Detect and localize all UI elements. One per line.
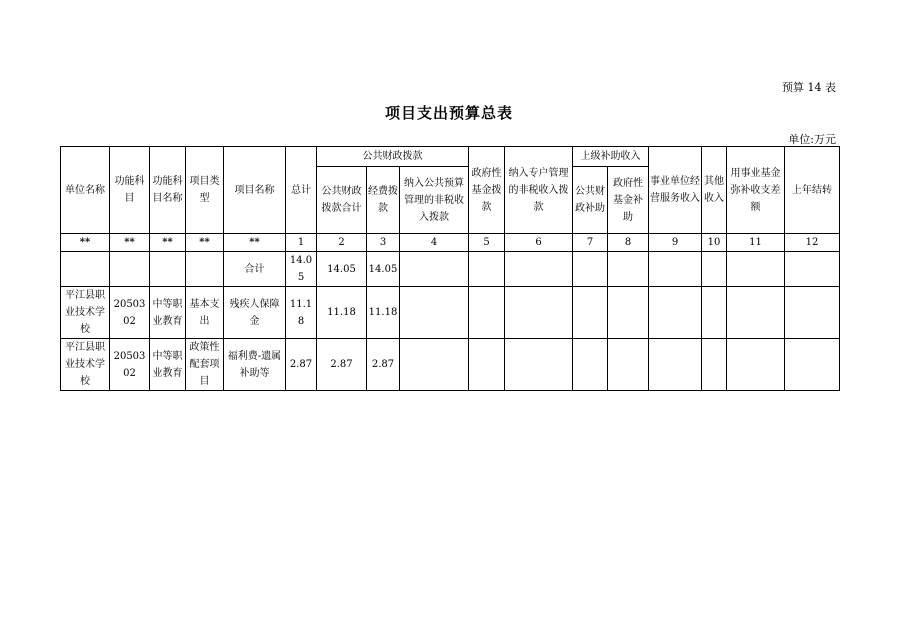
function-code-cell: 2050302	[110, 339, 150, 391]
index-cell: 8	[608, 234, 649, 252]
header-superior-subsidy: 上级补助收入	[573, 147, 649, 167]
index-cell: 7	[573, 234, 608, 252]
unit-name-cell: 平江县职业技术学校	[61, 339, 110, 391]
header-fee-allocation: 经费拨款	[367, 167, 400, 234]
budget-table	[60, 146, 840, 391]
empty-cell	[505, 252, 573, 287]
index-cell: 4	[400, 234, 469, 252]
empty-cell	[61, 252, 110, 287]
unit-label: 单位:万元	[788, 133, 836, 146]
empty-cell	[649, 339, 702, 391]
header-institution-service: 事业单位经营服务收入	[649, 147, 702, 234]
header-total: 总计	[286, 147, 317, 234]
empty-cell	[400, 339, 469, 391]
project-type-cell: 基本支出	[186, 287, 224, 339]
total-cell: 2.87	[286, 339, 317, 391]
index-cell: 10	[702, 234, 727, 252]
table-number: 预算 14 表	[782, 81, 836, 94]
header-public-finance-total: 公共财政拨款合计	[317, 167, 367, 234]
header-non-tax-in-budget: 纳入公共预算管理的非税收入拨款	[400, 167, 469, 234]
total-public-finance: 14.05	[317, 252, 367, 287]
empty-cell	[469, 287, 505, 339]
header-gov-fund: 政府性基金拨款	[469, 147, 505, 234]
header-function-name: 功能科目名称	[150, 147, 186, 234]
header-carryover: 上年结转	[785, 147, 840, 234]
index-cell: 1	[286, 234, 317, 252]
header-superior-public: 公共财政补助	[573, 167, 608, 234]
empty-cell	[469, 339, 505, 391]
total-fee-allocation: 14.05	[367, 252, 400, 287]
empty-cell	[573, 287, 608, 339]
index-cell: **	[110, 234, 150, 252]
fee-allocation-cell: 2.87	[367, 339, 400, 391]
index-cell: 3	[367, 234, 400, 252]
empty-cell	[608, 287, 649, 339]
header-function-code: 功能科目	[110, 147, 150, 234]
empty-cell	[608, 339, 649, 391]
project-name-cell: 残疾人保障金	[224, 287, 286, 339]
function-code-cell: 2050302	[110, 287, 150, 339]
header-unit-name: 单位名称	[61, 147, 110, 234]
page-title: 项目支出预算总表	[384, 104, 513, 122]
index-cell: **	[150, 234, 186, 252]
total-cell: 11.18	[286, 287, 317, 339]
empty-cell	[505, 339, 573, 391]
empty-cell	[785, 287, 840, 339]
header-superior-gov-fund: 政府性基金补助	[608, 167, 649, 234]
empty-cell	[727, 287, 785, 339]
empty-cell	[110, 252, 150, 287]
index-cell: 6	[505, 234, 573, 252]
empty-cell	[702, 252, 727, 287]
public-finance-total-cell: 2.87	[317, 339, 367, 391]
empty-cell	[573, 252, 608, 287]
header-non-tax-special: 纳入专户管理的非税收入拨款	[505, 147, 573, 234]
index-cell: 12	[785, 234, 840, 252]
index-cell: 9	[649, 234, 702, 252]
index-cell: **	[224, 234, 286, 252]
empty-cell	[400, 252, 469, 287]
table-row	[61, 287, 840, 339]
empty-cell	[400, 287, 469, 339]
empty-cell	[649, 287, 702, 339]
total-row	[61, 252, 840, 287]
header-project-type: 项目类型	[186, 147, 224, 234]
empty-cell	[573, 339, 608, 391]
index-cell: 2	[317, 234, 367, 252]
header-public-finance: 公共财政拨款	[317, 147, 469, 167]
index-cell: **	[186, 234, 224, 252]
total-label: 合计	[224, 252, 286, 287]
empty-cell	[505, 287, 573, 339]
index-cell: 11	[727, 234, 785, 252]
header-row-1	[61, 147, 840, 167]
function-name-cell: 中等职业教育	[150, 339, 186, 391]
empty-cell	[702, 339, 727, 391]
empty-cell	[727, 339, 785, 391]
table-row	[61, 339, 840, 391]
empty-cell	[186, 252, 224, 287]
project-name-cell: 福利费-遗属补助等	[224, 339, 286, 391]
public-finance-total-cell: 11.18	[317, 287, 367, 339]
empty-cell	[649, 252, 702, 287]
empty-cell	[469, 252, 505, 287]
index-cell: 5	[469, 234, 505, 252]
function-name-cell: 中等职业教育	[150, 287, 186, 339]
empty-cell	[150, 252, 186, 287]
index-cell: **	[61, 234, 110, 252]
index-row	[61, 234, 840, 252]
empty-cell	[785, 252, 840, 287]
unit-name-cell: 平江县职业技术学校	[61, 287, 110, 339]
header-other-income: 其他收入	[702, 147, 727, 234]
fee-allocation-cell: 11.18	[367, 287, 400, 339]
header-fund-gap: 用事业基金弥补收支差额	[727, 147, 785, 234]
header-project-name: 项目名称	[224, 147, 286, 234]
empty-cell	[727, 252, 785, 287]
project-type-cell: 政策性配套项目	[186, 339, 224, 391]
empty-cell	[785, 339, 840, 391]
empty-cell	[702, 287, 727, 339]
empty-cell	[608, 252, 649, 287]
total-amount: 14.05	[286, 252, 317, 287]
